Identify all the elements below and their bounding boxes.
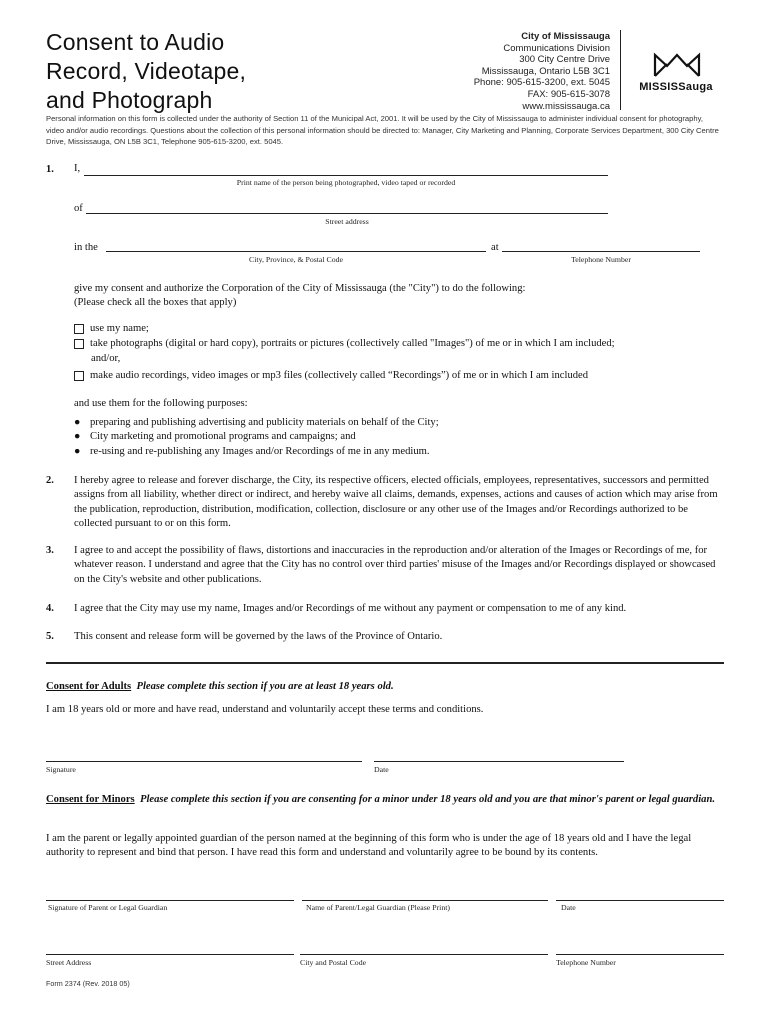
item-3-number: 3. — [46, 545, 54, 556]
adults-instruction: Please complete this section if you are at least 18 years old. — [136, 681, 394, 692]
check-note: (Please check all the boxes that apply) — [74, 297, 237, 308]
form-number: Form 2374 (Rev. 2018 05) — [46, 979, 130, 988]
guardian-street-caption: Street Address — [46, 958, 92, 967]
guardian-phone-caption: Telephone Number — [556, 958, 616, 967]
bullet-icon: ● — [74, 445, 81, 457]
contact-phone: Phone: 905-615-3200, ext. 5045 — [473, 77, 610, 89]
purpose-item: ● re-using and re-publishing any Images and/or Recordings of me in any medium. — [74, 445, 724, 459]
adult-signature-field[interactable] — [46, 761, 362, 762]
section-divider — [46, 662, 724, 664]
adults-statement: I am 18 years old or more and have read, understand and voluntarily accept these terms and conditions. — [46, 704, 484, 715]
purpose-item: ● City marketing and promotional programs and campaigns; and — [74, 430, 724, 444]
contact-address2: Mississauga, Ontario L5B 3C1 — [481, 65, 610, 77]
guardian-name-field[interactable] — [302, 900, 548, 901]
of-label: of — [74, 203, 83, 214]
contact-address1: 300 City Centre Drive — [519, 54, 610, 66]
guardian-signature-field[interactable] — [46, 900, 294, 901]
item-2-number: 2. — [46, 475, 54, 486]
contact-web[interactable]: www.mississauga.ca — [522, 100, 610, 112]
adult-date-caption: Date — [374, 765, 389, 774]
purposes-intro: and use them for the following purposes: — [74, 398, 248, 409]
item-5-number: 5. — [46, 631, 54, 642]
minors-statement: I am the parent or legally appointed guardian of the person named at the beginning of this form who is under the age of 18 years old and I have the legal authority to represent and bind that person. I have read this form and understand and voluntarily agree to be bound by its contents. — [46, 833, 692, 859]
recordings-label: make audio recordings, video images or mp3 files (collectively called “Recordings”) of me or in which I am included — [90, 370, 589, 381]
photographs-label: take photographs (digital or hard copy), portraits or pictures (collectively called "Images") of me or in which I am included; — [90, 338, 615, 349]
item-1-number: 1. — [46, 164, 54, 175]
recordings-checkbox[interactable] — [74, 371, 84, 381]
in-the-label: in the — [74, 242, 98, 253]
city-province-caption: City, Province, & Postal Code — [249, 255, 343, 264]
guardian-signature-caption: Signature of Parent or Legal Guardian — [48, 903, 168, 912]
header-divider — [620, 30, 621, 110]
contact-division: Communications Division — [503, 42, 610, 54]
contact-block — [390, 31, 610, 112]
telephone-caption: Telephone Number — [571, 255, 631, 264]
mississauga-logo-icon — [653, 52, 701, 78]
contact-org: City of Mississauga — [521, 31, 610, 42]
item-4-text: I agree that the City may use my name, Images and/or Recordings of me without any payment or compensation to me of any kind. — [74, 603, 627, 614]
telephone-field[interactable] — [502, 251, 700, 252]
option-recordings[interactable] — [74, 369, 724, 383]
minors-title: Consent for Minors — [46, 794, 135, 805]
item-4-number: 4. — [46, 603, 54, 614]
adult-signature-caption: Signature — [46, 765, 76, 774]
option-use-name[interactable] — [74, 322, 724, 336]
city-province-field[interactable] — [106, 251, 486, 252]
item-5-text: This consent and release form will be governed by the laws of the Province of Ontario. — [74, 631, 443, 642]
adults-title: Consent for Adults — [46, 681, 132, 692]
item-2-text: I hereby agree to release and forever discharge, the City, its respective officers, elected officials, employees, representatives, successors and permitted assigns from all liability, whether direct or indirect, and hereby waive all claims, demands, expenses, actions and causes of action which may arise from the publication, reproduction, distribution, modification, collection, disclosure or any other use of the Images and/or Recordings authorized to be collected pursuant to or on this form. — [74, 475, 718, 530]
minors-instruction: Please complete this section if you are consenting for a minor under 18 years old and you are that minor's parent or legal guardian. — [139, 794, 716, 805]
item-3-text: I agree to and accept the possibility of flaws, distortions and inaccuracies in the reproduction and/or alteration of the Images or Recordings of me, for whatever reason. I understand and agree that the City has no control over third parties' misuse of the Images and/or Recordings displayed or showcased on the City's website and other publications. — [74, 545, 716, 585]
guardian-name-caption: Name of Parent/Legal Guardian (Please Print) — [306, 903, 450, 912]
adults-heading — [46, 681, 724, 692]
use-name-label: use my name; — [90, 323, 149, 334]
guardian-city-field[interactable] — [300, 954, 548, 955]
guardian-city-caption: City and Postal Code — [300, 958, 367, 967]
person-name-caption: Print name of the person being photographed, video taped or recorded — [236, 178, 456, 187]
guardian-street-field[interactable] — [46, 954, 294, 955]
minors-heading — [46, 792, 724, 807]
i-label: I, — [74, 163, 81, 174]
street-address-caption: Street address — [325, 217, 369, 226]
bullet-icon: ● — [74, 417, 81, 428]
privacy-notice: Personal information on this form is collected under the authority of Section 11 of the Municipal Act, 2001. It will be used by the City of Mississauga to administer individual consent for photography, video and/or audio recordings. Questions about the collection of this personal information should be directed to: Manager, City Marketing and Planning, Corporate Services Department, 300 City Centre Drive, Mississauga, ON L5B 3C1, Telephone 905-615-3200, ext. 5045. — [46, 114, 719, 147]
title-line-1: Consent to Audio — [46, 29, 225, 55]
person-name-field[interactable] — [84, 175, 608, 176]
consent-statement: give my consent and authorize the Corporation of the City of Mississauga (the "City") to do the following: — [74, 283, 526, 294]
street-address-field[interactable] — [86, 213, 608, 214]
form-title — [46, 28, 346, 115]
title-line-2: Record, Videotape, — [46, 58, 247, 84]
purposes-list — [74, 416, 724, 459]
title-line-3: and Photograph — [46, 87, 213, 113]
option-photographs[interactable] — [74, 337, 724, 351]
purpose-item: ● preparing and publishing advertising and publicity materials on behalf of the City; — [74, 416, 724, 430]
logo-wordmark: MISSISSauga — [639, 81, 713, 93]
contact-fax: FAX: 905-615-3078 — [527, 88, 610, 100]
and-or-label: and/or, — [91, 353, 121, 364]
use-name-checkbox[interactable] — [74, 324, 84, 334]
at-label: at — [491, 242, 499, 253]
guardian-phone-field[interactable] — [556, 954, 724, 955]
bullet-icon: ● — [74, 431, 81, 443]
photographs-checkbox[interactable] — [74, 339, 84, 349]
adult-date-field[interactable] — [374, 761, 624, 762]
guardian-date-field[interactable] — [556, 900, 724, 901]
guardian-date-caption: Date — [561, 903, 576, 912]
